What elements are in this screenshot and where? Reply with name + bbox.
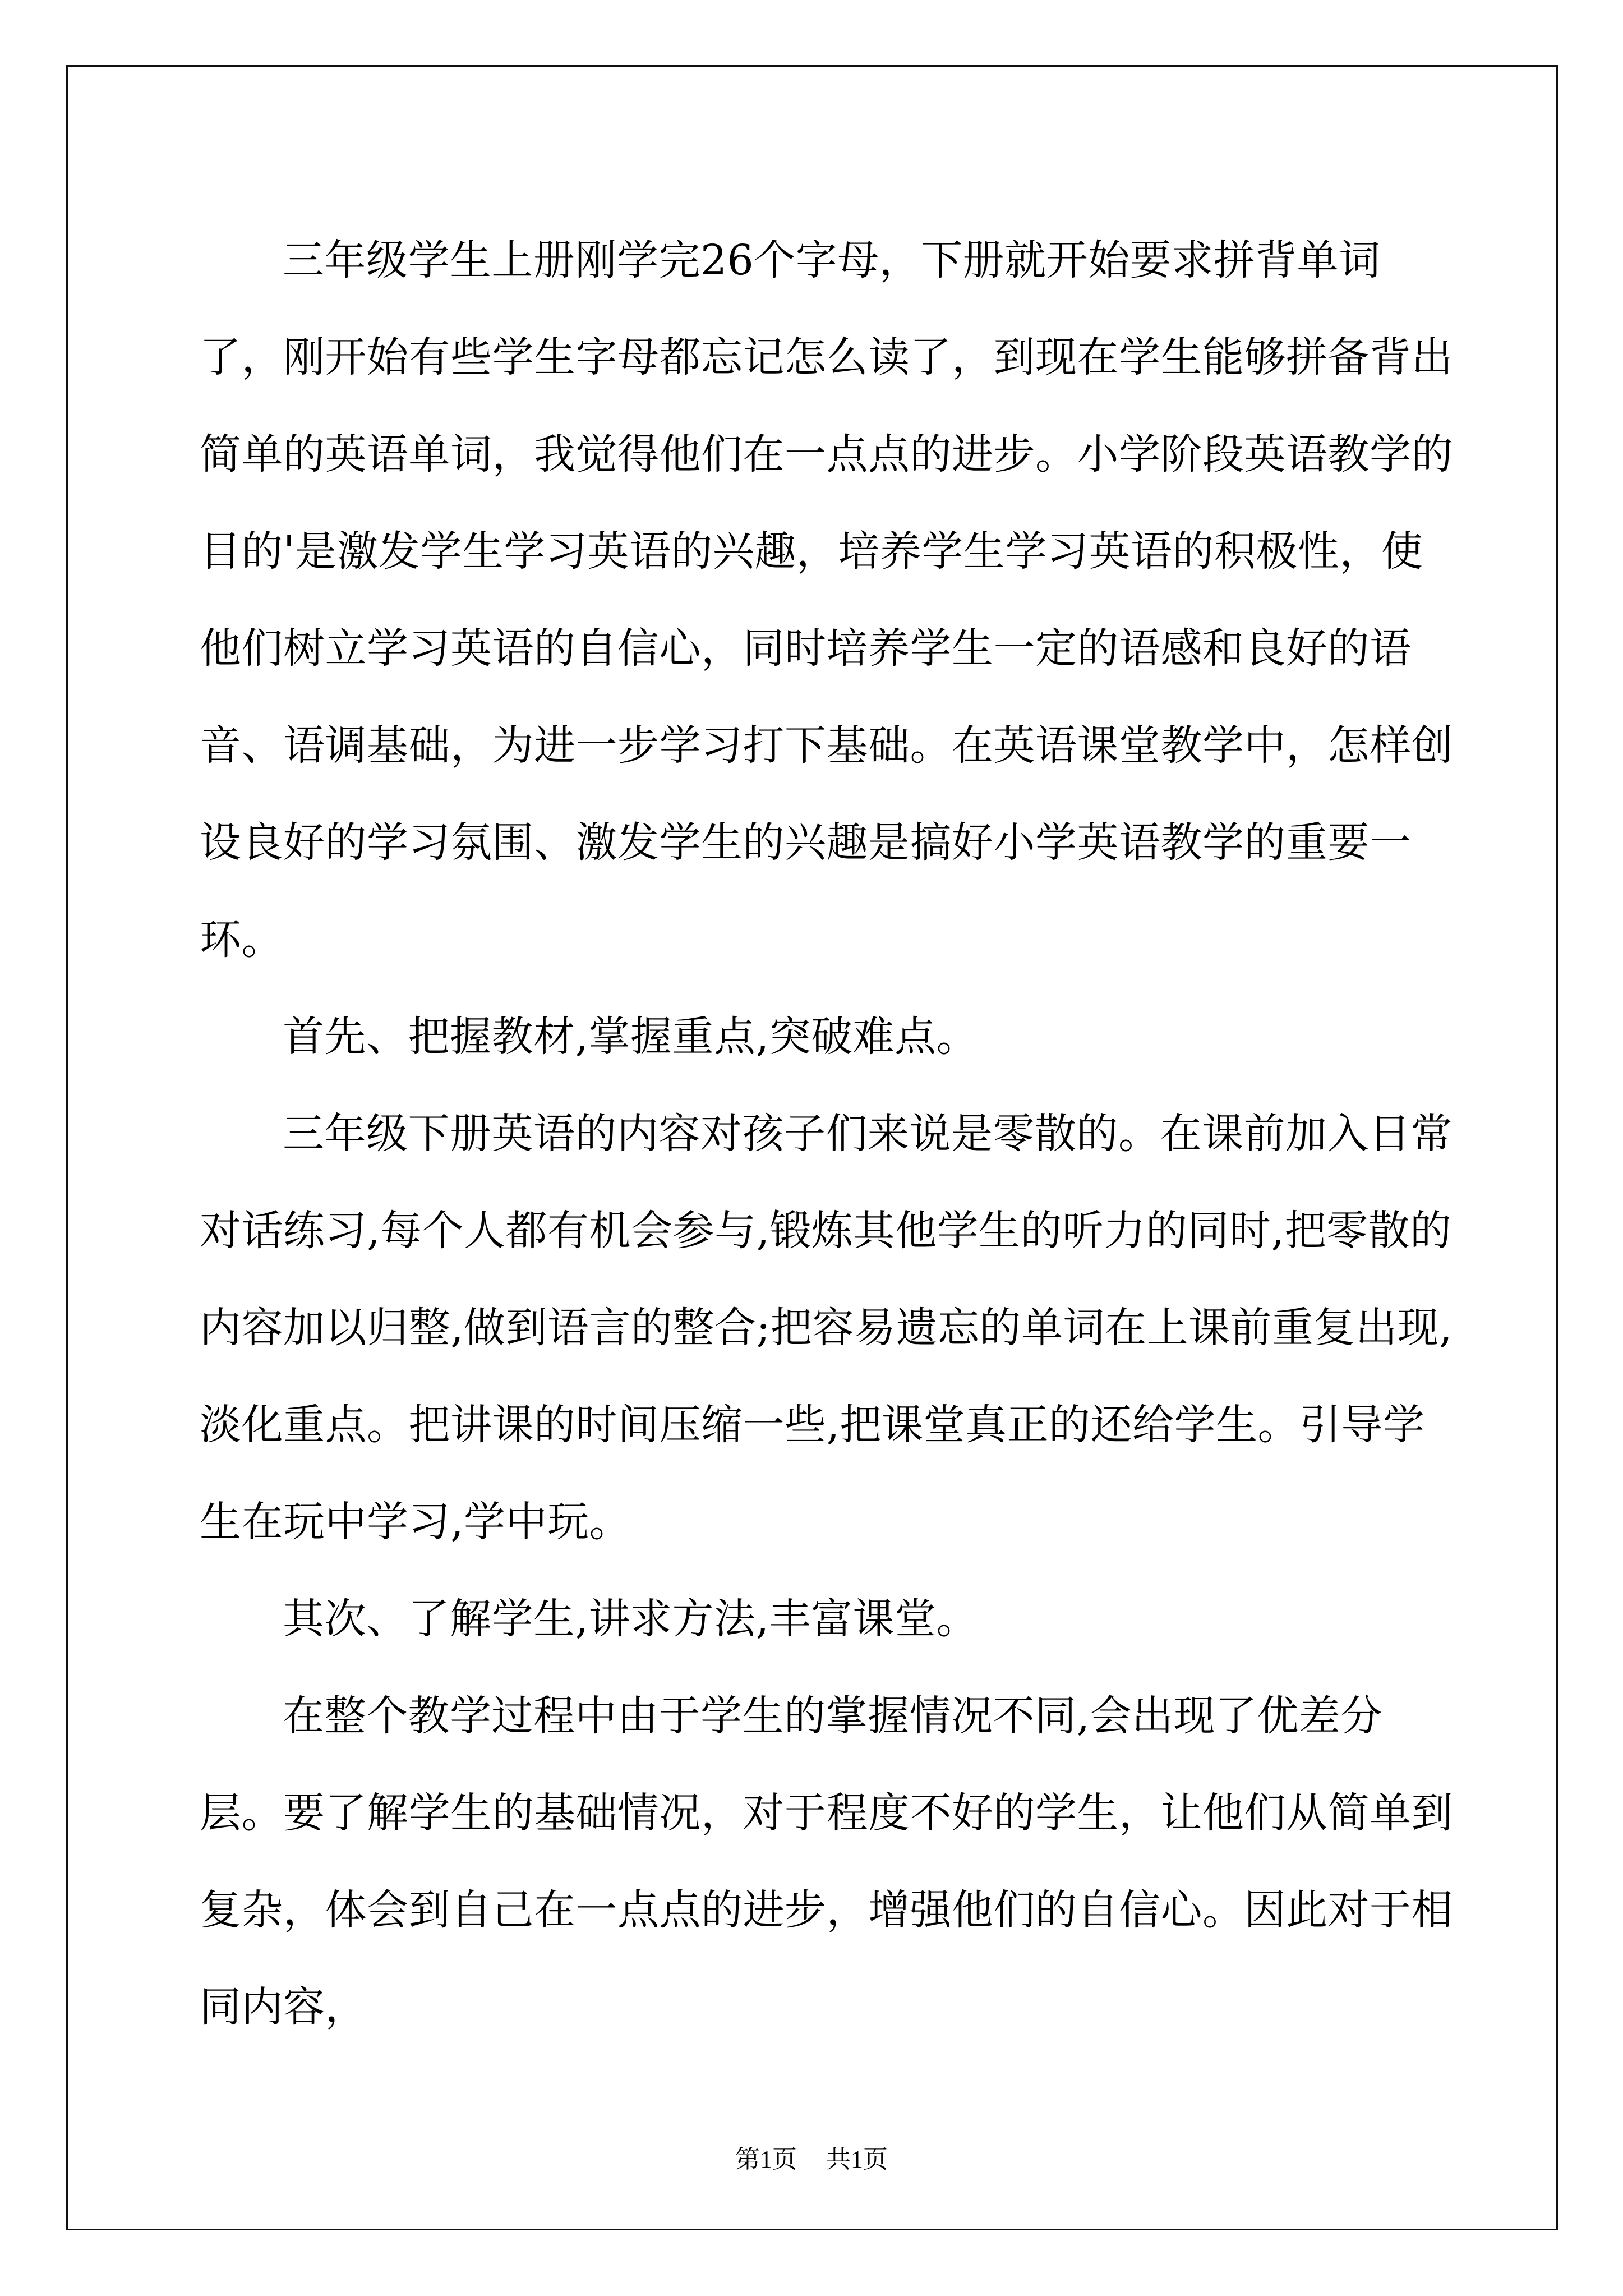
page-number: 第1页 <box>735 2146 797 2173</box>
paragraph-2: 首先、把握教材,掌握重点,突破难点。 <box>283 1013 979 1061</box>
page-total: 共1页 <box>826 2146 888 2173</box>
paragraph-5: 在整个教学过程中由于学生的掌握情况不同,会出现了优差分层。要了解学生的基础情况，对于程度不好的学生，让他们从简单到复杂，体会到自己在一点点的进步，增强他们的自信心。因此对于相同内容， <box>200 1692 1453 2031</box>
paragraph-3: 三年级下册英语的内容对孩子们来说是零散的。在课前加入日常对话练习,每个人都有机会参与,锻炼其他学生的听力的同时,把零散的内容加以归整,做到语言的整合;把容易遗忘的单词在上课前重复出现,淡化重点。把讲课的时间压缩一些,把课堂真正的还给学生。引导学生在玩中学习,学中玩。 <box>200 1110 1453 1546</box>
paragraph-1: 三年级学生上册刚学完26个字母，下册就开始要求拼背单词了，刚开始有些学生字母都忘记怎么读了，到现在学生能够拼备背出简单的英语单词，我觉得他们在一点点的进步。小学阶段英语教学的目的'是激发学生学习英语的兴趣，培养学生学习英语的积极性，使他们树立学习英语的自信心，同时培养学生一定的语感和良好的语音、语调基础，为进一步学习打下基础。在英语课堂教学中，怎样创设良好的学习氛围、激发学生的兴趣是搞好小学英语教学的重要一环。 <box>200 236 1453 964</box>
page-footer <box>0 2143 1623 2177</box>
document-body <box>200 212 1461 2056</box>
paragraph-4: 其次、了解学生,讲求方法,丰富课堂。 <box>283 1595 979 1643</box>
